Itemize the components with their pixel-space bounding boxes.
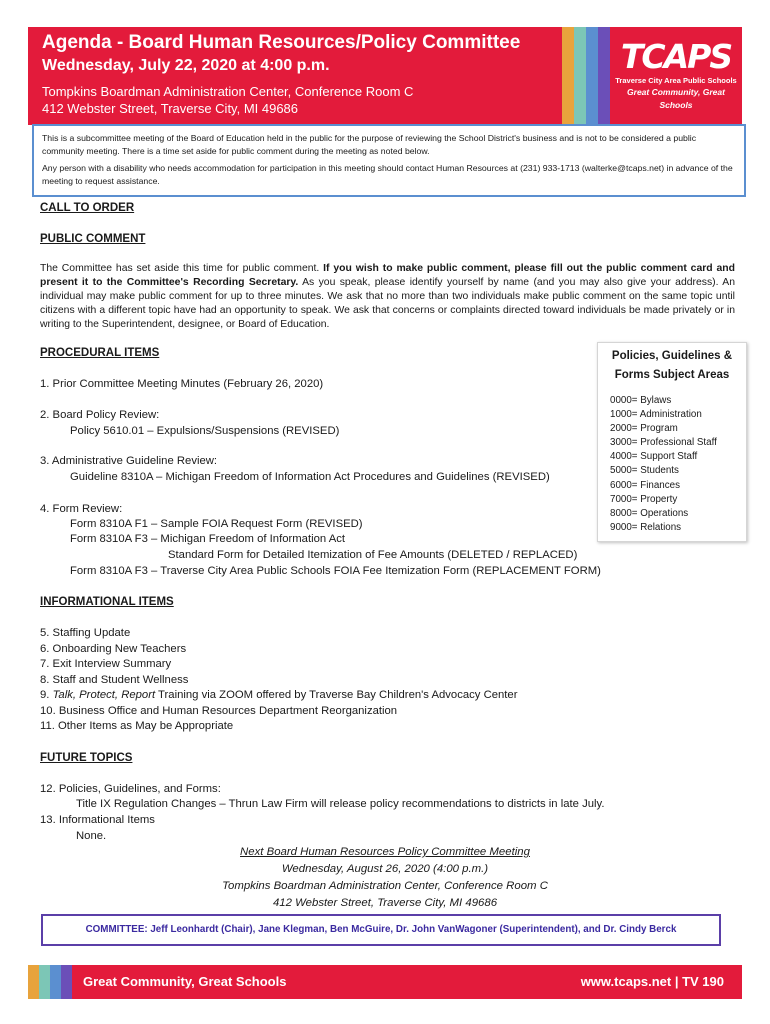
committee-members: COMMITTEE: Jeff Leonhardt (Chair), Jane Klegman, Ben McGuire, Dr. John VanWagoner (Superintendent), and Dr. Cindy Berck bbox=[41, 914, 721, 946]
stripe-blue bbox=[586, 27, 598, 125]
next-meeting-address: 412 Webster Street, Traverse City, MI 49686 bbox=[272, 897, 498, 909]
subject-areas-title-line2: Forms Subject Areas bbox=[614, 369, 730, 381]
next-meeting-date: Wednesday, August 26, 2020 (4:00 p.m.) bbox=[281, 863, 489, 875]
notice-paragraph-1: This is a subcommittee meeting of the Board of Education held in the public for the purpose of reviewing the School District's business and is not to be considered a public community meeting. There is a time set aside for public comment during the meeting as noted below. bbox=[42, 133, 697, 156]
info-item-10: 10. Business Office and Human Resources Department Reorganization bbox=[40, 705, 398, 717]
info-item-8: 8. Staff and Student Wellness bbox=[40, 674, 189, 686]
list-item: 8000= Operations bbox=[610, 507, 689, 519]
procedural-item-4c: Standard Form for Detailed Itemization of Fee Amounts (DELETED / REPLACED) bbox=[168, 549, 578, 561]
procedural-heading: PROCEDURAL ITEMS bbox=[40, 347, 160, 359]
procedural-item-4: 4. Form Review: bbox=[40, 503, 123, 515]
info-item-9-rest: Training via ZOOM offered by Traverse Bay Children's Advocacy Center bbox=[155, 689, 518, 701]
public-comment-intro: The Committee has set aside this time for public comment. bbox=[40, 263, 324, 274]
informational-heading: INFORMATIONAL ITEMS bbox=[40, 596, 174, 608]
subject-areas-title bbox=[598, 347, 746, 385]
notice-paragraph-2: Any person with a disability who needs accommodation for participation in this meeting should contact Human Resources at (231) 933-1713 (walterke@tcaps.net) in advance of the meeting to request assistance. bbox=[42, 163, 733, 186]
list-item: 0000= Bylaws bbox=[610, 395, 672, 406]
procedural-item-2: 2. Board Policy Review: bbox=[40, 409, 160, 421]
next-meeting bbox=[0, 844, 770, 912]
meeting-date: Wednesday, July 22, 2020 at 4:00 p.m. bbox=[42, 57, 330, 74]
info-item-9-num: 9. bbox=[40, 689, 53, 701]
future-item-12a: Title IX Regulation Changes – Thrun Law Firm will release policy recommendations to districts in late July. bbox=[76, 798, 605, 810]
footer-stripe-blue bbox=[50, 965, 61, 999]
info-item-7: 7. Exit Interview Summary bbox=[40, 658, 172, 670]
header-text bbox=[42, 31, 520, 117]
subject-areas-list bbox=[598, 394, 746, 535]
procedural-item-4d: Form 8310A F3 – Traverse City Area Public Schools FOIA Fee Itemization Form (REPLACEMENT FORM) bbox=[70, 565, 601, 577]
list-item: 1000= Administration bbox=[610, 409, 702, 421]
future-item-13a: None. bbox=[76, 830, 107, 842]
future-heading: FUTURE TOPICS bbox=[40, 752, 133, 764]
procedural-item-1: 1. Prior Committee Meeting Minutes (February 26, 2020) bbox=[40, 378, 324, 390]
info-item-11: 11. Other Items as May be Appropriate bbox=[40, 720, 234, 732]
header-banner bbox=[28, 27, 742, 125]
info-item-9-italic: Talk, Protect, Report bbox=[52, 689, 156, 701]
stripe-purple bbox=[598, 27, 610, 125]
next-meeting-location: Tompkins Boardman Administration Center, Conference Room C bbox=[222, 880, 548, 892]
meeting-address: 412 Webster Street, Traverse City, MI 49686 bbox=[42, 101, 299, 116]
footer-stripe-orange bbox=[28, 965, 39, 999]
stripe-orange bbox=[562, 27, 574, 125]
info-item-9 bbox=[40, 688, 517, 704]
footer-slogan: Great Community, Great Schools bbox=[83, 974, 287, 989]
info-item-6: 6. Onboarding New Teachers bbox=[40, 643, 187, 655]
procedural-item-4a: Form 8310A F1 – Sample FOIA Request Form (REVISED) bbox=[70, 518, 363, 530]
public-comment-text bbox=[40, 262, 735, 332]
logo-subtitle: Traverse City Area Public Schools bbox=[615, 76, 737, 85]
footer-stripes bbox=[28, 965, 72, 999]
logo-tagline: Great Community, Great Schools bbox=[627, 87, 725, 110]
list-item: 3000= Professional Staff bbox=[610, 437, 717, 449]
subject-areas-title-line1: Policies, Guidelines & bbox=[611, 350, 733, 362]
footer-website[interactable]: www.tcaps.net | TV 190 bbox=[580, 974, 724, 989]
list-item: 6000= Finances bbox=[610, 479, 680, 491]
procedural-item-2a: Policy 5610.01 – Expulsions/Suspensions (REVISED) bbox=[70, 425, 340, 437]
meeting-location: Tompkins Boardman Administration Center, Conference Room C bbox=[42, 84, 414, 99]
footer-stripe-teal bbox=[39, 965, 50, 999]
color-stripes bbox=[562, 27, 610, 125]
procedural-item-3a: Guideline 8310A – Michigan Freedom of Information Act Procedures and Guidelines (REVISED) bbox=[70, 471, 550, 483]
list-item: 7000= Property bbox=[610, 493, 678, 505]
list-item: 4000= Support Staff bbox=[610, 451, 698, 463]
next-meeting-title: Next Board Human Resources Policy Committee Meeting bbox=[240, 846, 530, 858]
agenda-title: Agenda - Board Human Resources/Policy Committee bbox=[42, 32, 521, 53]
list-item: 5000= Students bbox=[610, 465, 679, 477]
notice-box bbox=[32, 124, 746, 197]
call-to-order-heading: CALL TO ORDER bbox=[40, 202, 135, 214]
procedural-item-4b: Form 8310A F3 – Michigan Freedom of Information Act bbox=[70, 533, 346, 545]
future-item-12: 12. Policies, Guidelines, and Forms: bbox=[40, 783, 221, 795]
list-item: 9000= Relations bbox=[610, 521, 682, 533]
list-item: 2000= Program bbox=[610, 423, 678, 435]
public-comment-rest: As you speak, please identify yourself by name (and you may also give your address). An individual may make public comment for up to three minutes. We ask that no more than two individuals make public comment on the same topic until citizens with a different topic have had an opportunity to speak. We ask that concerns or complaints directed toward individuals be made privately or in writing to the Superintendent, designee, or Board of Education. bbox=[40, 277, 736, 330]
tcaps-logo bbox=[614, 39, 738, 112]
stripe-teal bbox=[574, 27, 586, 125]
future-item-13: 13. Informational Items bbox=[40, 814, 155, 826]
footer-banner bbox=[28, 965, 742, 999]
info-item-5: 5. Staffing Update bbox=[40, 627, 131, 639]
public-comment-heading: PUBLIC COMMENT bbox=[40, 233, 146, 245]
subject-areas-box bbox=[597, 342, 747, 542]
procedural-item-3: 3. Administrative Guideline Review: bbox=[40, 455, 218, 467]
logo-mark: TCAPS bbox=[620, 37, 732, 76]
public-comment-bold: If you wish to make public comment, please fill out the public comment card and present it to the Committee's Recording Secretary. bbox=[40, 263, 735, 288]
footer-stripe-purple bbox=[61, 965, 72, 999]
